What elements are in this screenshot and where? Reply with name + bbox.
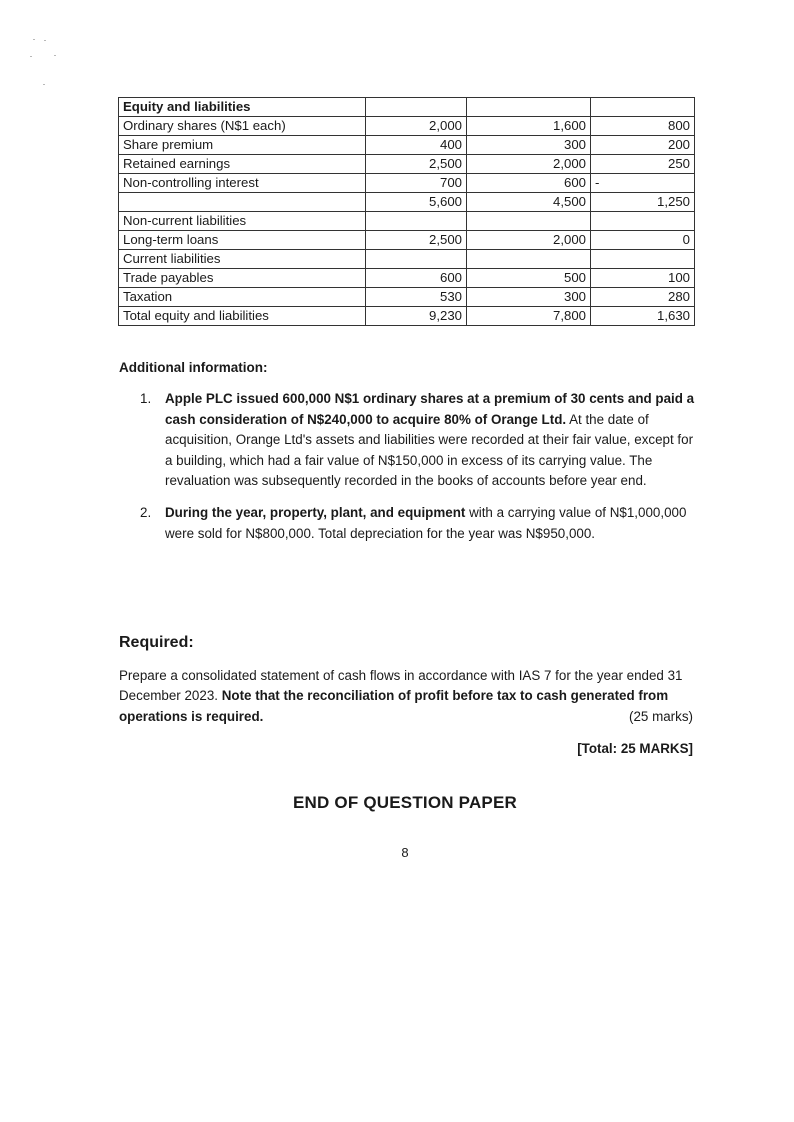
marks-label: (25 marks) [629, 708, 693, 724]
table-row [119, 212, 695, 231]
cell-col-3: 0 [591, 231, 695, 250]
required-body [119, 666, 693, 727]
table-row [119, 193, 695, 212]
item-bold-text: Apple PLC issued 600,000 N$1 ordinary shares at a premium of 30 cents and paid a cash consideration of N$240,000 to acquire 80% of Orange Ltd. [165, 391, 695, 427]
cell-col-2: 300 [467, 136, 591, 155]
cell-col-1: 700 [366, 174, 467, 193]
table-row [119, 155, 695, 174]
row-label: Ordinary shares (N$1 each) [119, 117, 366, 136]
total-marks: [Total: 25 MARKS] [577, 741, 693, 756]
item-number: 2. [140, 504, 152, 520]
cell-col-2: 1,600 [467, 117, 591, 136]
cell-col-3: 280 [591, 288, 695, 307]
scan-speck [54, 55, 56, 56]
required-text: Prepare a consolidated statement of cash flows in accordance with IAS 7 for the year ended 31 December 2023. [119, 668, 683, 704]
cell-col-2 [467, 98, 591, 117]
row-label: Retained earnings [119, 155, 366, 174]
table-row [119, 231, 695, 250]
row-label: Total equity and liabilities [119, 307, 366, 326]
row-label: Non-controlling interest [119, 174, 366, 193]
item-text: with a carrying value of N$1,000,000 were sold for N$800,000. Total depreciation for the year was N$950,000. [165, 504, 687, 541]
cell-col-1 [366, 212, 467, 231]
scan-speck [43, 84, 45, 85]
item-text: At the date of acquisition, Orange Ltd's assets and liabilities were recorded at their fair value, except for a building, which had a fair value of N$150,000 in excess of its carrying value. The revaluation was subsequently recorded in the books of accounts before year end. [165, 411, 694, 489]
row-label: Long-term loans [119, 231, 366, 250]
row-label: Non-current liabilities [119, 212, 366, 231]
table-row [119, 307, 695, 326]
item-number: 1. [140, 391, 152, 406]
cell-col-2: 300 [467, 288, 591, 307]
scan-speck [30, 56, 32, 57]
table-row [119, 117, 695, 136]
row-label: Trade payables [119, 269, 366, 288]
row-label: Equity and liabilities [119, 98, 366, 117]
cell-col-2: 500 [467, 269, 591, 288]
cell-col-1: 400 [366, 136, 467, 155]
row-label: Taxation [119, 288, 366, 307]
table-row [119, 269, 695, 288]
cell-col-2: 4,500 [467, 193, 591, 212]
row-label [119, 193, 366, 212]
cell-col-2: 7,800 [467, 307, 591, 326]
cell-col-3: 1,630 [591, 307, 695, 326]
cell-col-1: 2,500 [366, 231, 467, 250]
cell-col-1 [366, 98, 467, 117]
cell-col-3: 800 [591, 117, 695, 136]
cell-col-2 [467, 250, 591, 269]
cell-col-2: 2,000 [467, 155, 591, 174]
scan-speck [44, 40, 46, 41]
cell-col-1: 2,500 [366, 155, 467, 174]
additional-info-list [140, 389, 695, 555]
cell-col-3 [591, 212, 695, 231]
row-label: Current liabilities [119, 250, 366, 269]
required-heading: Required: [119, 634, 194, 651]
end-of-paper: END OF QUESTION PAPER [293, 793, 517, 812]
cell-col-3: 1,250 [591, 193, 695, 212]
cell-col-3: - [591, 174, 695, 193]
cell-col-1: 9,230 [366, 307, 467, 326]
row-label: Share premium [119, 136, 366, 155]
cell-col-2: 2,000 [467, 231, 591, 250]
additional-info-heading: Additional information: [119, 360, 268, 375]
cell-col-3: 200 [591, 136, 695, 155]
table-row [119, 250, 695, 269]
table-row [119, 98, 695, 117]
required-bold-text: Note that the reconciliation of profit before tax to cash generated from operations is required. [119, 688, 669, 724]
cell-col-2 [467, 212, 591, 231]
cell-col-3 [591, 250, 695, 269]
info-item-2 [140, 503, 695, 544]
item-bold-text: During the year, property, plant, and equipment [165, 504, 466, 520]
cell-col-3: 100 [591, 269, 695, 288]
info-item-1 [140, 389, 695, 492]
cell-col-1: 530 [366, 288, 467, 307]
cell-col-1: 5,600 [366, 193, 467, 212]
cell-col-1: 600 [366, 269, 467, 288]
table-row [119, 174, 695, 193]
cell-col-1 [366, 250, 467, 269]
cell-col-3 [591, 98, 695, 117]
balance-sheet-table [118, 97, 695, 326]
scan-speck [33, 39, 35, 40]
page-number: 8 [401, 845, 409, 860]
cell-col-1: 2,000 [366, 117, 467, 136]
cell-col-2: 600 [467, 174, 591, 193]
table-row [119, 136, 695, 155]
table-row [119, 288, 695, 307]
cell-col-3: 250 [591, 155, 695, 174]
